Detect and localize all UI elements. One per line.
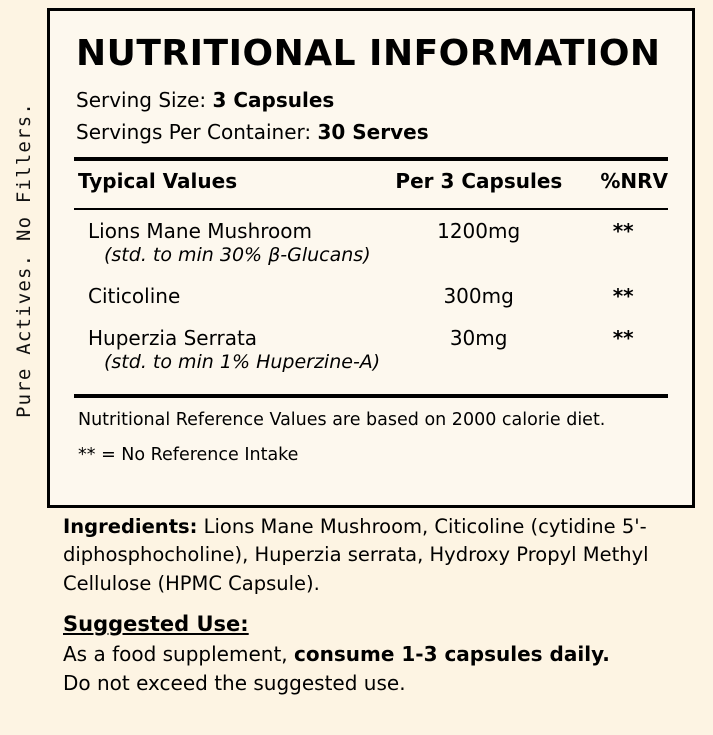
ingredient-amount: 300mg (443, 283, 514, 308)
side-note-text: Pure Actives. No Fillers. (13, 102, 36, 418)
ingredient-nrv: ** (612, 325, 634, 350)
suggested-use-emphasis: consume 1-3 capsules daily. (294, 641, 610, 666)
column-header-nrv: %NRV (600, 168, 668, 193)
ingredient-amount: 30mg (449, 325, 508, 350)
ingredient-standardisation: (std. to min 1% Huperzine-A) (104, 350, 381, 373)
servings-per-container-value: 30 Serves (317, 119, 429, 144)
ingredient-name (74, 317, 385, 382)
column-header-typical-values: Typical Values (78, 168, 238, 193)
page-title: NUTRITIONAL INFORMATION (76, 33, 661, 74)
footnote-nrv-basis: Nutritional Reference Values are based on 2000 calorie diet. (78, 409, 606, 430)
suggested-use-line-1 (63, 640, 699, 669)
nutrition-panel (47, 8, 695, 508)
ingredients-paragraph (63, 513, 699, 598)
ingredient-nrv: ** (612, 283, 634, 308)
ingredient-name-text: Citicoline (88, 283, 181, 308)
table-row (74, 275, 672, 317)
ingredient-name-text: Lions Mane Mushroom (88, 218, 313, 243)
servings-per-container-label: Servings Per Container: (76, 119, 312, 144)
serving-size-line (76, 87, 670, 113)
servings-per-container-line (76, 119, 670, 145)
serving-size-value: 3 Capsules (212, 87, 335, 112)
divider-bottom (74, 394, 668, 398)
column-header-per-3-capsules: Per 3 Capsules (395, 168, 563, 193)
ingredient-name (74, 210, 385, 275)
lower-content (63, 513, 699, 698)
ingredient-name-text: Huperzia Serrata (88, 325, 258, 350)
ingredients-label: Ingredients: (63, 515, 198, 538)
nutrition-table (74, 161, 672, 202)
ingredient-name (74, 275, 385, 317)
suggested-use-line-2: Do not exceed the suggested use. (63, 670, 406, 695)
suggested-use-heading: Suggested Use: (63, 611, 249, 636)
nutrition-table-body (74, 210, 672, 382)
serving-size-label: Serving Size: (76, 87, 207, 112)
ingredient-nrv: ** (612, 218, 634, 243)
suggested-use-prefix: As a food supplement, (63, 641, 295, 666)
table-row (74, 210, 672, 275)
ingredients-text: Lions Mane Mushroom, Citicoline (cytidine 5'-diphosphocholine), Huperzia serrata, Hydroxy Propyl Methyl Cellulose (HPMC Capsule). (63, 515, 649, 595)
table-header-row (74, 161, 672, 202)
ingredient-amount: 1200mg (437, 218, 521, 243)
ingredient-standardisation: (std. to min 30% β-Glucans) (104, 243, 371, 266)
table-row (74, 317, 672, 382)
footnote-no-reference-intake: ** = No Reference Intake (78, 445, 299, 466)
side-note (0, 0, 52, 520)
